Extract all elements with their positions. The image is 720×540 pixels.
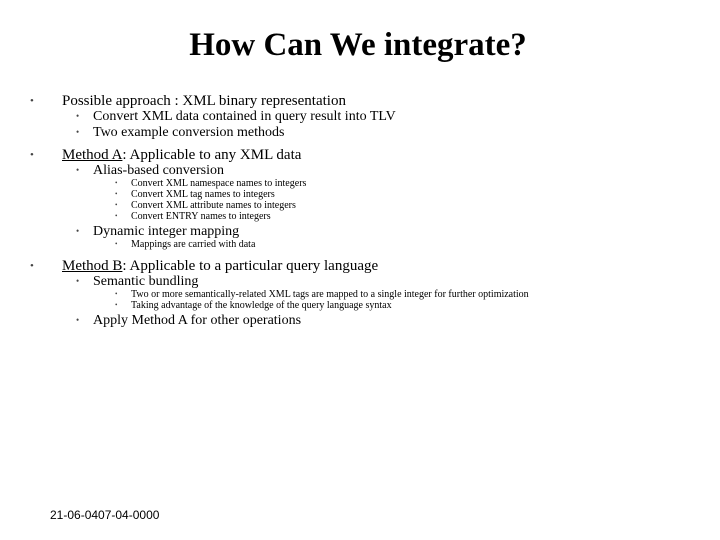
bullet-marker: • — [76, 165, 80, 175]
bullet-text: Convert ENTRY names to integers — [131, 211, 271, 222]
sub-sub-bullet-semantic-tags — [115, 289, 529, 300]
bullet-text: Convert XML attribute names to integers — [131, 200, 296, 211]
bullet-marker: • — [115, 240, 118, 248]
sub-bullet-two-methods — [76, 125, 285, 140]
bullet-text: : Applicable to a particular query language — [122, 258, 379, 274]
bullet-marker: • — [76, 111, 80, 121]
method-b-label: Method B — [62, 258, 123, 274]
bullet-text: Convert XML data contained in query result into TLV — [93, 109, 396, 124]
sub-sub-bullet-tag — [115, 189, 275, 200]
bullet-method-b — [30, 258, 379, 274]
bullet-marker: • — [30, 95, 34, 107]
bullet-marker: • — [76, 226, 80, 236]
bullet-marker: • — [76, 276, 80, 286]
bullet-possible-approach — [30, 93, 346, 109]
bullet-text: Two or more semantically-related XML tags are mapped to a single integer for further optimization — [131, 289, 529, 300]
sub-bullet-convert-xml-tlv — [76, 109, 396, 124]
bullet-text: Convert XML tag names to integers — [131, 189, 275, 200]
bullet-text: : Applicable to any XML data — [122, 147, 302, 163]
bullet-marker: • — [76, 315, 80, 325]
bullet-text: Semantic bundling — [93, 274, 199, 289]
sub-bullet-alias-conversion — [76, 163, 225, 178]
slide-title: How Can We integrate? — [189, 27, 527, 63]
bullet-text: Possible approach : XML binary representation — [62, 93, 346, 109]
bullet-text: Convert XML namespace names to integers — [131, 178, 307, 189]
bullet-text: Two example conversion methods — [93, 125, 285, 140]
document-number-footer: 21-06-0407-04-0000 — [50, 508, 160, 522]
bullet-marker: • — [30, 260, 34, 272]
bullet-text: Mappings are carried with data — [131, 239, 256, 250]
bullet-marker: • — [115, 290, 118, 298]
bullet-method-a — [30, 147, 302, 163]
method-a-label: Method A — [62, 147, 123, 163]
sub-sub-bullet-mappings-carried — [115, 239, 256, 250]
bullet-text: Apply Method A for other operations — [93, 313, 302, 328]
sub-sub-bullet-namespace — [115, 178, 307, 189]
sub-bullet-semantic-bundling — [76, 274, 199, 289]
sub-bullet-apply-method-a — [76, 313, 302, 328]
sub-sub-bullet-entry — [115, 211, 271, 222]
sub-bullet-dynamic-mapping — [76, 224, 240, 239]
bullet-marker: • — [30, 149, 34, 161]
bullet-marker: • — [115, 301, 118, 309]
bullet-marker: • — [115, 190, 118, 198]
bullet-text: Taking advantage of the knowledge of the query language syntax — [131, 300, 392, 311]
sub-sub-bullet-query-syntax — [115, 300, 392, 311]
bullet-marker: • — [76, 127, 80, 137]
bullet-marker: • — [115, 179, 118, 187]
bullet-text: Dynamic integer mapping — [93, 224, 240, 239]
bullet-marker: • — [115, 212, 118, 220]
bullet-text: Alias-based conversion — [93, 163, 225, 178]
sub-sub-bullet-attribute — [115, 200, 296, 211]
bullet-marker: • — [115, 201, 118, 209]
